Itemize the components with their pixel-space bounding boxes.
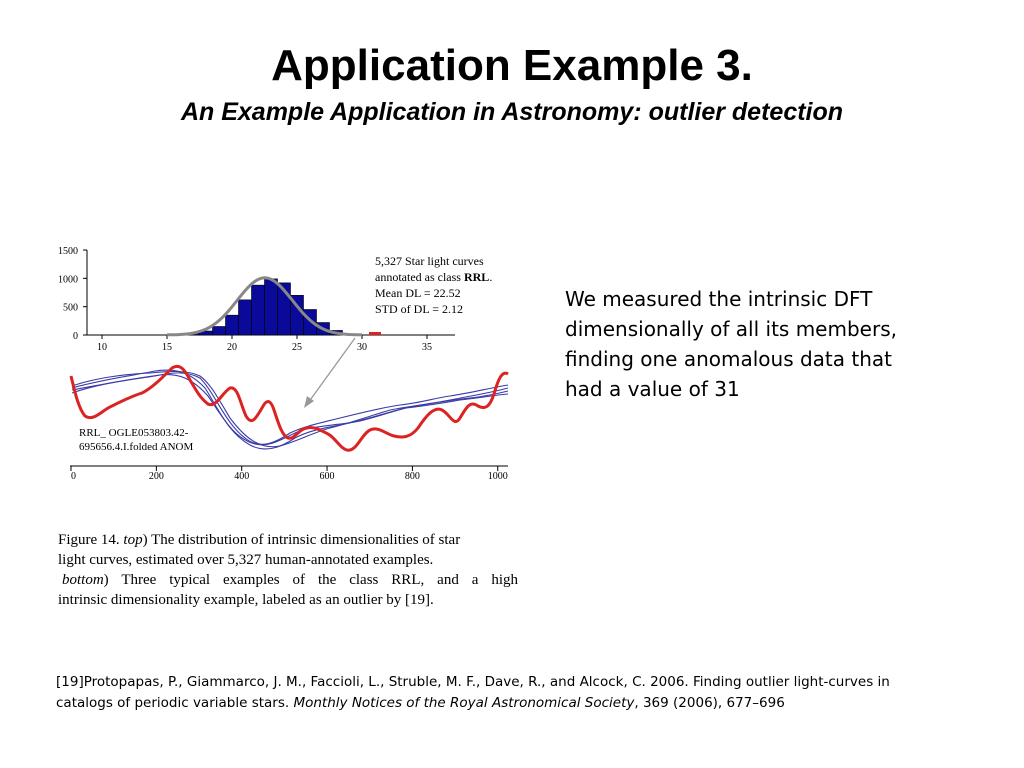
hist-x-tick-label: 35 (422, 342, 432, 353)
curve-x-tick-label: 400 (234, 471, 250, 482)
hist-bar (239, 300, 252, 335)
reference-tail: , 369 (2006), 677–696 (634, 695, 785, 711)
annotation-arrow (308, 338, 355, 403)
hist-y-tick-label: 1000 (58, 274, 78, 286)
hist-bar (213, 327, 226, 336)
hist-x-tick-label: 20 (227, 342, 237, 353)
hist-bar (265, 279, 278, 335)
hist-x-tick-label: 15 (162, 342, 172, 353)
hist-bar (226, 315, 239, 335)
annotation-mean: Mean DL = 22.52 (375, 286, 461, 300)
hist-x-tick-label: 30 (357, 342, 367, 353)
hist-x-tick-label: 25 (292, 342, 302, 353)
hist-y-tick-label: 500 (63, 302, 78, 314)
hist-bar (252, 285, 265, 335)
annotation-line-1: 5,327 Star light curves (375, 254, 484, 268)
caption-line-2: light curves, estimated over 5,327 human-annotated examples. (58, 552, 434, 568)
hist-outlier-bar (369, 332, 381, 335)
light-curves-chart (70, 366, 508, 482)
description-text: We measured the intrinsic DFT dimensionally of all its members, finding one anomalous data that had a value of 31 (565, 287, 897, 401)
curve-label-line-1: RRL_ OGLE053803.42- (79, 427, 189, 439)
curve-label-line-2: 695656.4.I.folded ANOM (79, 441, 194, 453)
curve-x-tick-label: 600 (319, 471, 335, 482)
caption-line-3: bottom) Three typical examples of the class RRL, and a high (62, 572, 518, 588)
annotation-line-2: annotated as class RRL. (375, 270, 493, 284)
curve-x-tick-label: 0 (71, 471, 76, 482)
caption-line-4: intrinsic dimensionality example, labeled as an outlier by [19]. (58, 592, 434, 608)
hist-x-tick-label: 10 (97, 342, 107, 353)
reference-citation (56, 672, 936, 714)
figure-caption (58, 530, 518, 610)
caption-line-1: Figure 14. top) The distribution of intrinsic dimensionalities of star (58, 532, 461, 548)
figure-14 (50, 238, 515, 488)
hist-y-tick-label: 1500 (58, 246, 78, 257)
histogram-chart (58, 246, 492, 408)
hist-y-tick-label: 0 (73, 331, 78, 342)
curve-x-tick-label: 1000 (487, 471, 508, 482)
slide-subtitle: An Example Application in Astronomy: outlier detection (180, 98, 844, 126)
curve-x-tick-label: 800 (404, 471, 420, 482)
slide-title: Application Example 3. (271, 41, 753, 90)
curve-x-tick-label: 200 (148, 471, 164, 482)
annotation-std: STD of DL = 2.12 (375, 302, 463, 316)
reference-main: [19]Protopapas, P., Giammarco, J. M., Faccioli, L., Struble, M. F., Dave, R., and Alcock, C. 2006. Finding outlier light-curves in catalogs of periodic variable stars. (56, 674, 890, 711)
reference-journal: Monthly Notices of the Royal Astronomical Society (293, 695, 635, 711)
